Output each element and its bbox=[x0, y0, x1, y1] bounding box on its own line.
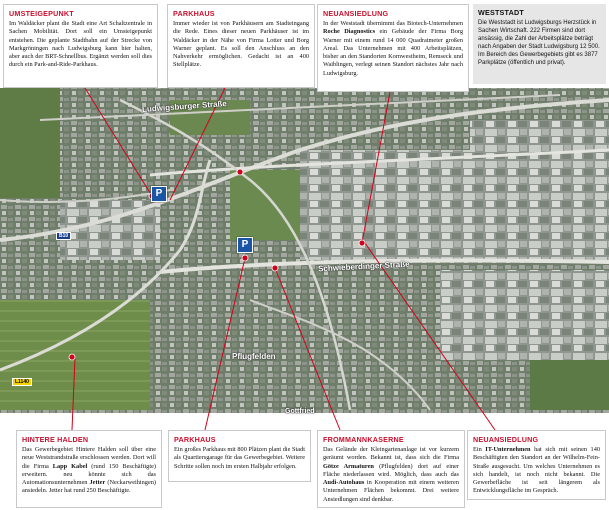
company-name: Roche Diagnostics bbox=[323, 28, 376, 36]
body-text: Das Gelände der Kleingartenanlage ist vor kurzem geräumt worden. Bekannt ist, dass sich die Firma bbox=[323, 446, 459, 462]
callout-body: Die Weststadt ist Ludwigsburgs Herzstück in Sachen Wirtschaft. 222 Firmen sind dort ansässig, die Zahl der Arbeitsplätze beträgt nach Angaben der Stadt Ludwigsburg 12 500. Im Bereich des Gewerbegebiets gibt es 3877 Parkplätze (öffentlich und privat). bbox=[478, 20, 600, 66]
body-text: (Pflugfelden) dort auf einer Fläche niederlassen wird. Möglich, dass auch das bbox=[323, 462, 459, 478]
callout-body bbox=[22, 446, 156, 496]
green-field bbox=[230, 170, 300, 240]
callout-title: PARKHAUS bbox=[174, 435, 216, 444]
road-label: Schwieberdinger Straße bbox=[317, 259, 410, 274]
road-label: Pflugfelden bbox=[232, 352, 276, 361]
industrial-area bbox=[470, 120, 609, 260]
body-text: Das Gewerbegebiet Hintere Halden soll über eine neue Weststrandstraße erschlossen werden. Dort will die Firma bbox=[22, 446, 156, 470]
callout-title: NEUANSIEDLUNG bbox=[323, 9, 389, 18]
location-marker[interactable] bbox=[69, 354, 75, 360]
road-shield-l1140: L1140 bbox=[12, 378, 32, 386]
callout-neuansiedlung-bottom bbox=[467, 430, 606, 500]
location-marker[interactable] bbox=[359, 240, 365, 246]
location-marker[interactable] bbox=[272, 265, 278, 271]
callout-title: FROMMANNKASERNE bbox=[323, 435, 404, 444]
callout-body: Im Waldäcker plant die Stadt eine Art Schaltzentrale in Sachen Mobilität. Dort soll ein Umsteigepunkt entstehen. Die geplante Stadtbahn auf der Strecke von Markgröningen nach Ludwigsburg kann hier halten, aber auch der BRT-Schnellbus. Ergänzt werden soll dies durch ein Park-and-Ride-Parkhaus. bbox=[9, 20, 152, 69]
callout-title: HINTERE HALDEN bbox=[22, 435, 89, 444]
callout-body bbox=[323, 20, 463, 78]
callout-body: Immer wieder ist von Parkhäusern am Stadteingang die Rede. Eines dieser neuen Parkhäuser ist im Waldäcker in der Nähe von Firma Lotter und Borg Warner geplant. Es soll den Anschluss an den Nahverkehr ermöglichen. Gedacht ist an 400 Stellplätze. bbox=[173, 20, 309, 69]
callout-title: PARKHAUS bbox=[173, 9, 215, 18]
company-name: IT-Unternehmen bbox=[485, 446, 531, 453]
company-name: Audi-Autohaus bbox=[323, 479, 365, 487]
callout-body: Ein großes Parkhaus mit 800 Plätzen plant die Stadt als Quartiersgarage für das Gewerbegebiet. Weitere Schritte sollen noch im ersten Halbjahr erfolgen. bbox=[174, 446, 305, 470]
industrial-area bbox=[440, 270, 609, 360]
body-text: (rund 150 Beschäftigte) erweitern. neu könnte sich das Automationsunternehmen bbox=[22, 462, 156, 487]
body-text: ein Gebäude der Firma Borg Warner mit einem rund 14 000 Quadratmeter großen Areal. Das Unternehmen mit 400 Arbeitsplätzen, bisher an den Standorten Kornwestheim, Remseck und Waiblingen, verlegt seinen Standort nächstes Jahr nach Ludwigsburg. bbox=[323, 28, 463, 77]
company-name: Lapp Kabel bbox=[52, 462, 88, 470]
company-name: Jetter bbox=[89, 479, 106, 487]
body-text: hat sich mit seinen 140 Beschäftigten den Standort an der Wilhelm-Fein-Straße ausgesucht. Um welches Unternehmen es sich handelt, ist noch nicht bekannt. Die Gewerbefläche ist seit längerem als Entwicklungsfläche im Gespräch. bbox=[473, 446, 601, 495]
callout-parkhaus-top bbox=[167, 4, 315, 88]
body-text: in Kooperation mit einem weiteren Unternehmen Flächen bekommt. Drei weitere Ansiedlungen sind denkbar. bbox=[323, 479, 459, 503]
location-marker[interactable] bbox=[237, 169, 243, 175]
road-shield-b10: B10 bbox=[56, 232, 71, 240]
parking-icon[interactable]: P bbox=[151, 186, 167, 202]
company-name: Götze Armaturen bbox=[323, 462, 374, 470]
callout-umsteigepunkt bbox=[3, 4, 158, 88]
green-field bbox=[0, 88, 60, 198]
callout-hintere-halden bbox=[16, 430, 162, 508]
road-label: Ludwigsburger Straße bbox=[141, 99, 228, 114]
callout-body bbox=[473, 446, 600, 496]
callout-body bbox=[323, 446, 459, 504]
location-marker[interactable] bbox=[242, 255, 248, 261]
body-text: Ein bbox=[473, 446, 486, 453]
callout-title: NEUANSIEDLUNG bbox=[473, 435, 539, 444]
callout-parkhaus-bottom bbox=[168, 430, 311, 482]
callout-title: WESTSTADT bbox=[478, 8, 524, 17]
callout-title: UMSTEIGEPUNKT bbox=[9, 9, 74, 18]
body-text: In der Weststadt übernimmt das Biotech-Unternehmen bbox=[323, 20, 463, 27]
callout-neuansiedlung-top bbox=[317, 4, 469, 92]
callout-weststadt bbox=[473, 4, 606, 84]
parking-icon[interactable]: P bbox=[237, 237, 253, 253]
green-field bbox=[0, 300, 150, 410]
body-text: (Neckarweihingen) ansiedeln. Jetter hat rund 250 Beschäftigte. bbox=[22, 479, 156, 495]
green-field bbox=[530, 360, 609, 410]
road-label: Gottfried bbox=[285, 408, 315, 415]
callout-frommannkaserne bbox=[317, 430, 465, 508]
